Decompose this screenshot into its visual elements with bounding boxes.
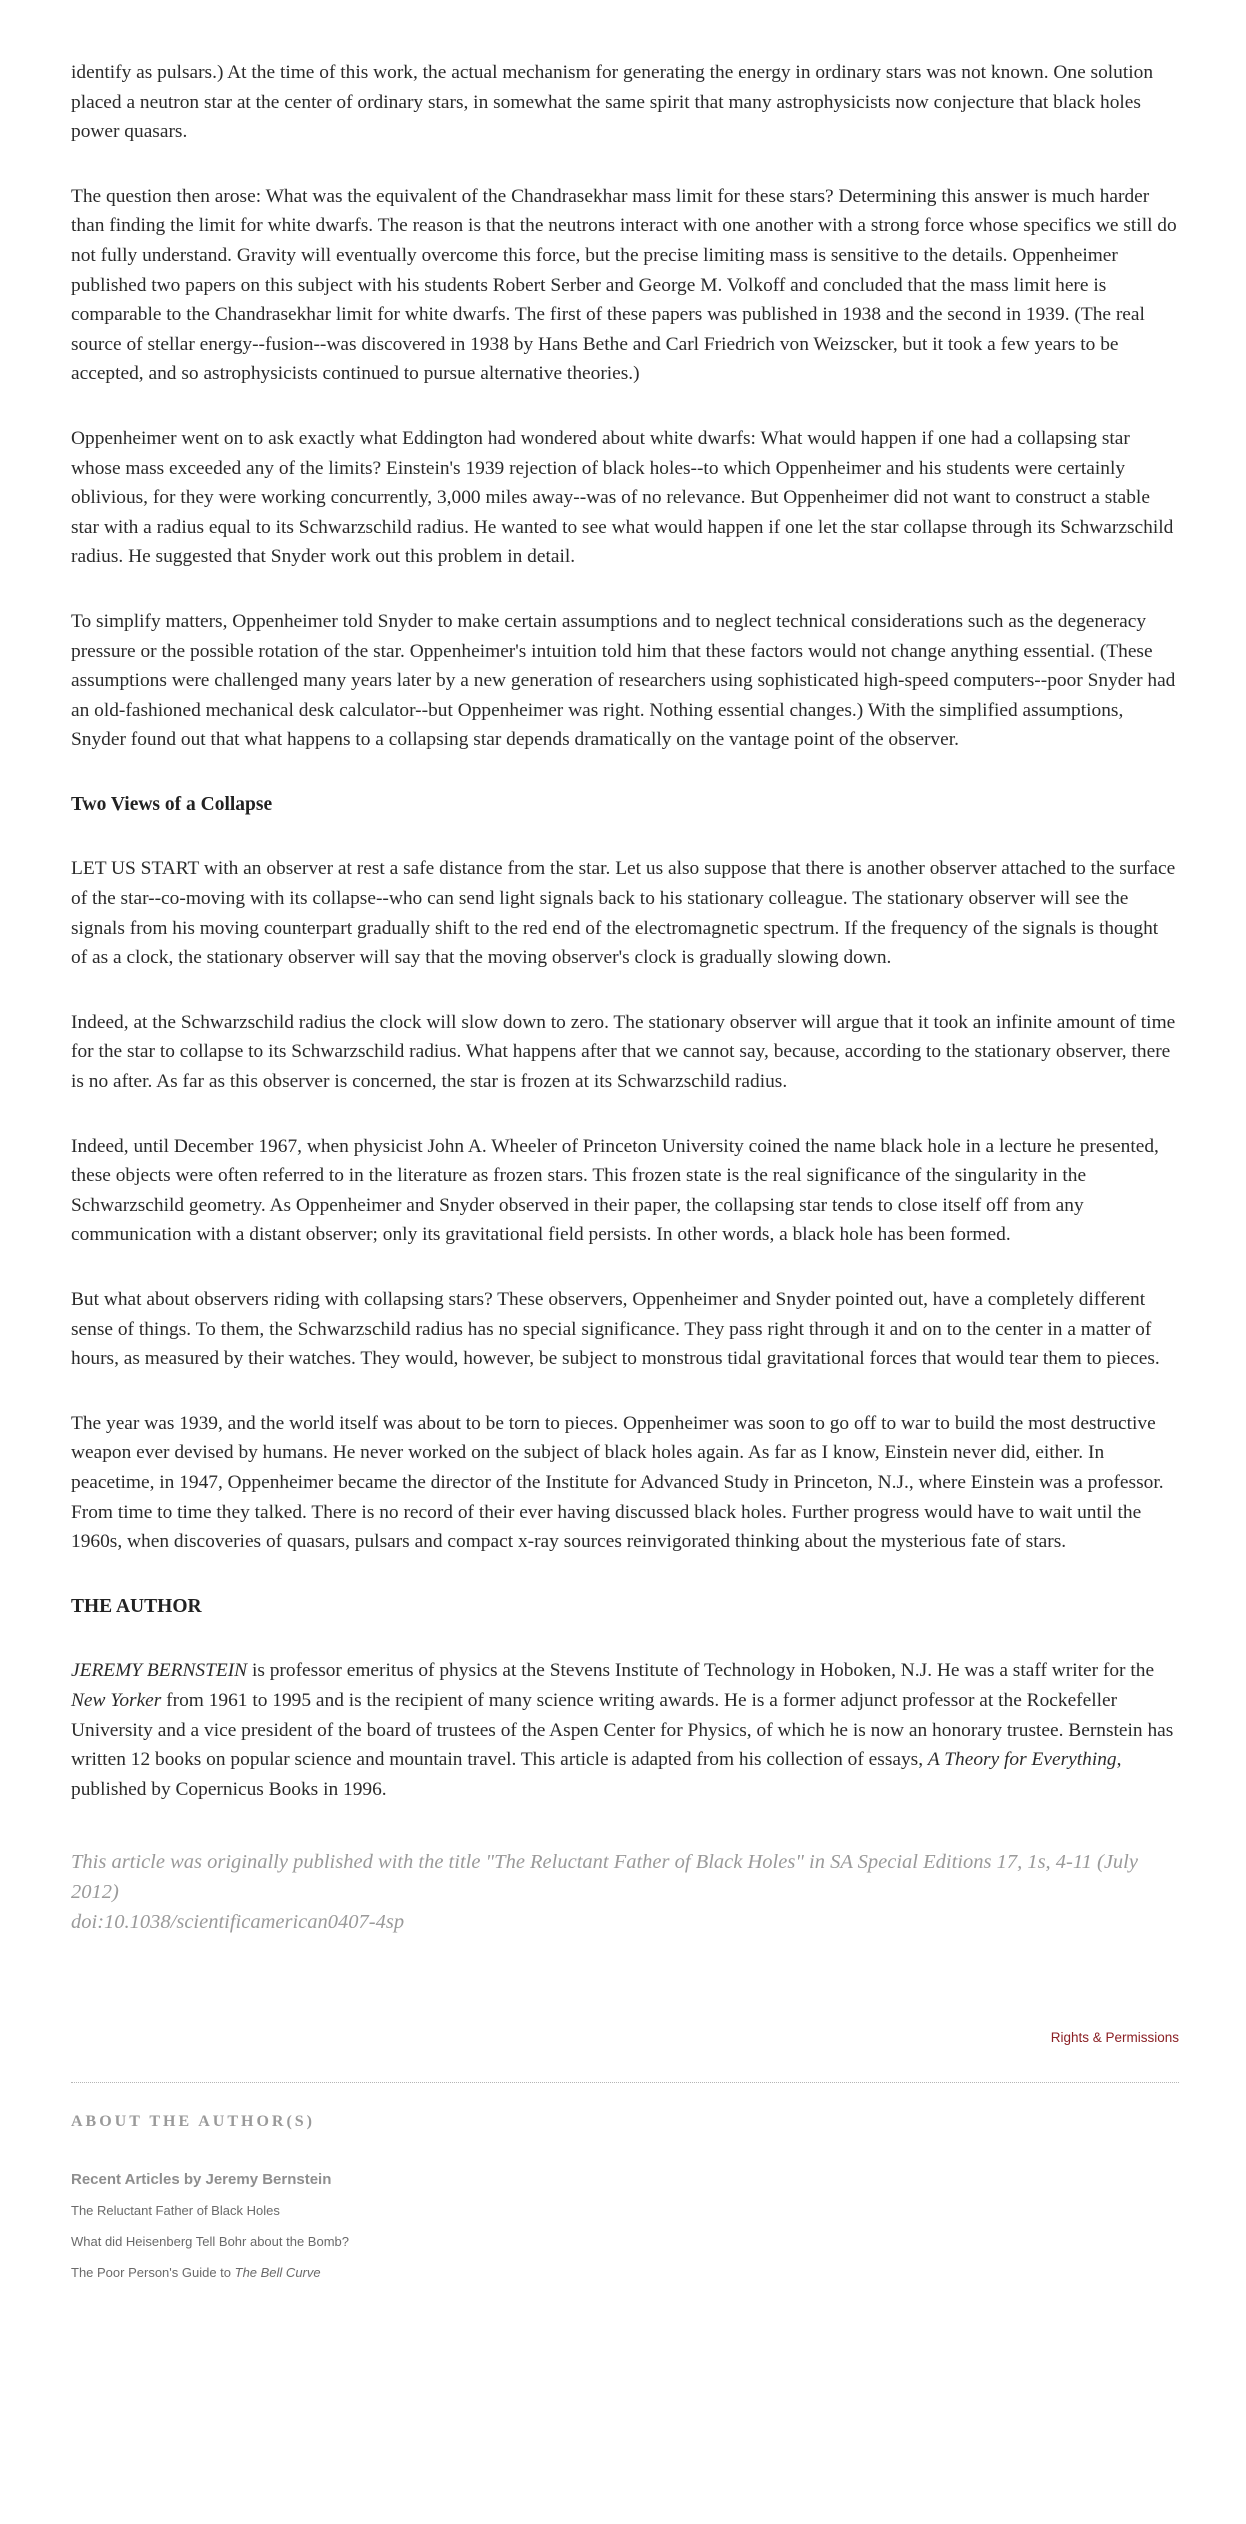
magazine-title: New Yorker [71,1689,162,1711]
recent-article-link[interactable]: What did Heisenberg Tell Bohr about the Bomb? [71,2234,349,2250]
article-paragraph: Oppenheimer went on to ask exactly what Eddington had wondered about white dwarfs: What would happen if one had a collapsing star whose mass exceeded any of the limits? Einstein's 1939 rejection of black holes--to which Oppenheimer and his students were certainly oblivious, for they were working concurrently, 3,000 miles away--was of no relevance. But Oppenheimer did not want to construct a stable star with a radius equal to its Schwarzschild radius. He wanted to see what would happen if one let the star collapse through its Schwarzschild radius. He suggested that Snyder work out this problem in detail. [71,427,1174,568]
recent-article-link[interactable] [71,2265,321,2280]
article-paragraph: To simplify matters, Oppenheimer told Snyder to make certain assumptions and to neglect technical considerations such as the degeneracy pressure or the possible rotation of the star. Oppenheimer's intuition told him that these factors would not change anything essential. (These assumptions were challenged many years later by a new generation of researchers using sophisticated high-speed computers--poor Snyder had an old-fashioned mechanical desk calculator--but Oppenheimer was right. Nothing essential changes.) With the simplified assumptions, Snyder found out that what happens to a collapsing star depends dramatically on the vantage point of the observer. [71,610,1176,751]
section-subheading: Two Views of a Collapse [71,793,273,815]
recent-article-link[interactable]: The Reluctant Father of Black Holes [71,2203,280,2219]
article-paragraph: Indeed, at the Schwarzschild radius the clock will slow down to zero. The stationary observer will argue that it took an infinite amount of time for the star to collapse to its Schwarzschild radius. What happens after that we cannot say, because, according to the stationary observer, there is no after. As far as this observer is concerned, the star is frozen at its Schwarzschild radius. [71,1011,1176,1093]
article-paragraph: Indeed, until December 1967, when physicist John A. Wheeler of Princeton University coined the name black hole in a lecture he presented, these objects were often referred to in the literature as frozen stars. This frozen state is the real significance of the singularity in the Schwarzschild geometry. As Oppenheimer and Snyder observed in their paper, the collapsing star tends to close itself off from any communication with a distant observer; only its gravitational field persists. In other words, a black hole has been formed. [71,1135,1159,1246]
article-page [71,58,1179,2281]
publication-note: This article was originally published with the title "The Reluctant Father of Black Holes" in SA Special Editions 17, 1s, 4-11 (July 2012) [71,1851,1138,1903]
article-paragraph: LET US START with an observer at rest a safe distance from the star. Let us also suppose that there is another observer attached to the surface of the star--co-moving with its collapse--who can send light signals back to his stationary colleague. The stationary observer will see the signals from his moving counterpart gradually shift to the red end of the electromagnetic spectrum. If the frequency of the signals is thought of as a clock, the stationary observer will say that the moving observer's clock is gradually slowing down. [71,858,1176,969]
recent-article-item [71,2233,1179,2250]
rights-row [71,2029,1179,2047]
article-paragraph: identify as pulsars.) At the time of this work, the actual mechanism for generating the energy in ordinary stars was not known. One solution placed a neutron star at the center of ordinary stars, in somewhat the same spirit that many astrophysicists now conjecture that black holes power quasars. [71,62,1154,143]
about-authors-heading: ABOUT THE AUTHOR(S) [71,2113,316,2131]
recent-article-link-italic: The Bell Curve [234,2265,321,2281]
author-name: JEREMY BERNSTEIN [71,1660,248,1682]
doi: doi:10.1038/scientificamerican0407-4sp [71,1910,405,1933]
book-title: A Theory for Everything [927,1749,1117,1771]
author-bio-text: from 1961 to 1995 and is the recipient of many science writing awards. He is a former adjunct professor at the Rockefeller University and a vice president of the board of trustees of the Aspen Center for Physics, of which he is now an honorary trustee. Bernstein has written 12 books on popular science and mountain travel. This article is adapted from his collection of essays, [71,1689,1174,1771]
recent-article-item [71,2202,1179,2219]
article-paragraph: But what about observers riding with collapsing stars? These observers, Oppenheimer and Snyder pointed out, have a completely different sense of things. To them, the Schwarzschild radius has no special significance. They pass right through it and on to the center in a matter of hours, as measured by their watches. They would, however, be subject to monstrous tidal gravitational forces that would tear them to pieces. [71,1289,1160,1370]
recent-articles-heading: Recent Articles by Jeremy Bernstein [71,2171,332,2189]
recent-articles-list [71,2202,1179,2281]
section-divider [71,2082,1179,2083]
rights-permissions-link[interactable]: Rights & Permissions [1050,2030,1179,2046]
publication-note-block [71,1848,1179,1937]
recent-article-link-text: The Poor Person's Guide to [71,2265,235,2281]
author-bio-text: , published by Copernicus Books in 1996. [71,1749,1122,1800]
author-bio-text: is professor emeritus of physics at the Stevens Institute of Technology in Hoboken, N.J. He was a staff writer for the [247,1660,1155,1682]
recent-article-item [71,2264,1179,2281]
author-bio [71,1656,1179,1804]
author-heading: THE AUTHOR [71,1595,202,1617]
article-paragraph: The question then arose: What was the equivalent of the Chandrasekhar mass limit for these stars? Determining this answer is much harder than finding the limit for white dwarfs. The reason is that the neutrons interact with one another with a strong force whose specifics we still do not fully understand. Gravity will eventually overcome this force, but the precise limiting mass is sensitive to the details. Oppenheimer published two papers on this subject with his students Robert Serber and George M. Volkoff and concluded that the mass limit here is comparable to the Chandrasekhar limit for white dwarfs. The first of these papers was published in 1938 and the second in 1939. (The real source of stellar energy--fusion--was discovered in 1938 by Hans Bethe and Carl Friedrich von Weizscker, but it took a few years to be accepted, and so astrophysicists continued to pursue alternative theories.) [71,185,1177,385]
article-paragraph: The year was 1939, and the world itself was about to be torn to pieces. Oppenheimer was soon to go off to war to build the most destructive weapon ever devised by humans. He never worked on the subject of black holes again. As far as I know, Einstein never did, either. In peacetime, in 1947, Oppenheimer became the director of the Institute for Advanced Study in Princeton, N.J., where Einstein was a professor. From time to time they talked. There is no record of their ever having discussed black holes. Further progress would have to wait until the 1960s, when discoveries of quasars, pulsars and compact x-ray sources reinvigorated thinking about the mysterious fate of stars. [71,1412,1164,1553]
